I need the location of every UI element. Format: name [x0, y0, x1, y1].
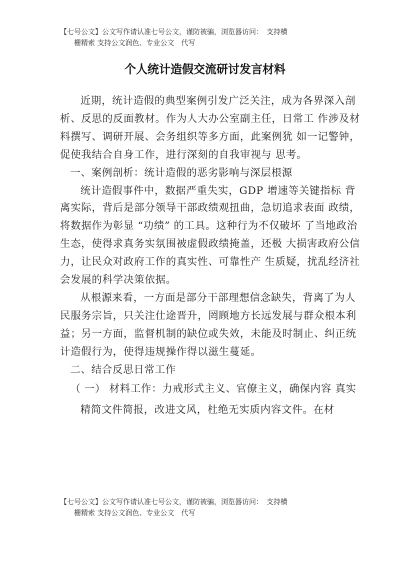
banner-line: 【七号公文】公文写作请认准七号公文，谨防被骗，浏览器访问： 支持横 [60, 498, 288, 506]
body-paragraph-2: 从根源来看，一方面是部分干部理想信念缺失，背离了为人民服务宗旨，只关注仕途晋升，罔顾地方长远发展与群众根本利益；另一方面，监督机制的缺位或失效，未能及时制止、纠正统计造假行为，使得违规操作得以滋生蔓延。 [60, 292, 357, 358]
document-body [60, 93, 365, 420]
banner-line: 【七号公文】公文写作请认准七号公文，谨防被骗，浏览器访问： 支持横 [60, 28, 288, 36]
sub-heading-1: （ 一） 材料工作：力戒形式主义、官僚主义，确保内容 真实 [70, 383, 357, 395]
section-heading-2: 二、结合反思日常工作 [70, 364, 177, 376]
body-paragraph-1: 统计造假事件中，数据严重失实，GDP 增速等关键指标 背离实际，背后是部分领导干部政绩观扭曲，急切追求表面 政绩，将数据作为彰显 “功绩” 的工具。这种行为不仅破坏 了当地政治生态，使得求真务实氛围被虚假政绩掩盖，还极 大损害政府公信力，让民众对政府工作的真实性、可靠性产 生质疑，扰乱经济社会发展的科学决策依据。 [60, 185, 361, 287]
document-title: 个人统计造假交流研讨发言材料 [124, 62, 286, 76]
section-heading-1: 一、案例剖析：统计造假的恶劣影响与深层根源 [70, 167, 293, 179]
banner-line: 栅精索 支持公文润色、专业公文 代写 [60, 509, 196, 517]
watermark-banner-top [60, 27, 360, 49]
watermark-banner-bottom [60, 497, 360, 519]
body-paragraph-3: 精简文件简报，改进文风，杜绝无实质内容文件。在材 [80, 405, 335, 417]
banner-line: 栅精索 支持公文润色、专业公文 代写 [60, 39, 196, 47]
intro-paragraph: 近期，统计造假的典型案例引发广泛关注，成为各界深入剖析、反思的反面教材。作为人大办公室副主任，日常工 作涉及材料撰写、调研开展、会务组织等多方面，此案例犹 如一记警钟，促使我结合自身工作，进行深刻的自我审视与 思考。 [60, 96, 361, 161]
